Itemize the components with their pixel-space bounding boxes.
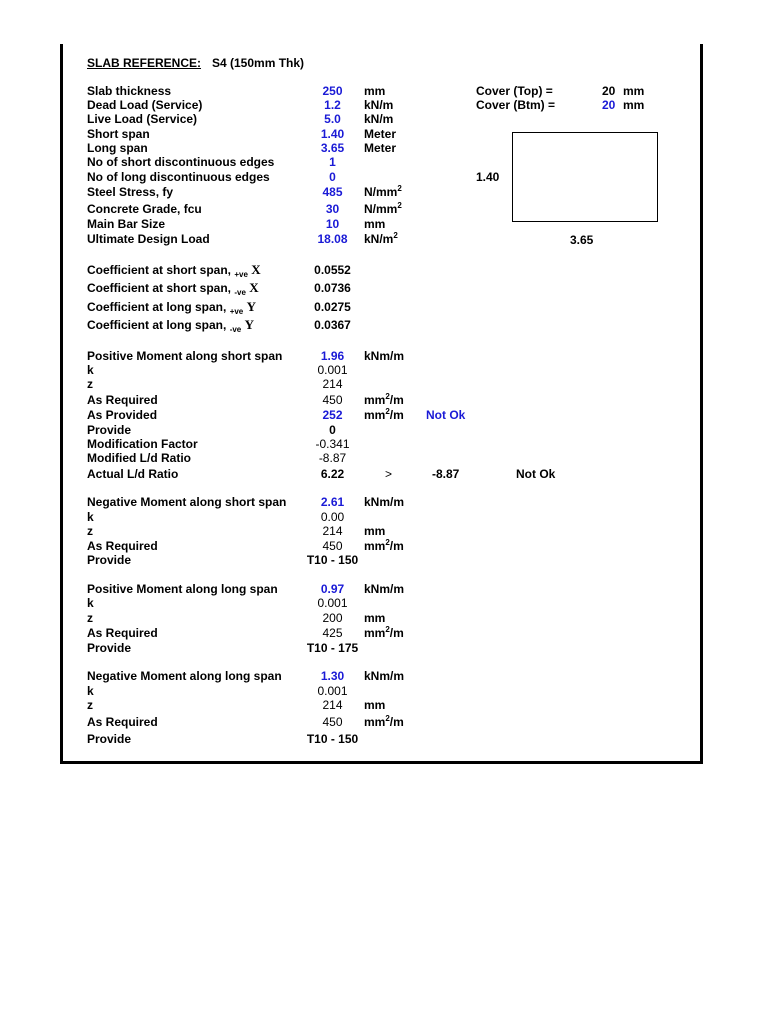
moment-unit: kNm/m	[364, 495, 405, 509]
input-label: Steel Stress, fy	[87, 185, 174, 199]
input-unit: kN/m	[364, 112, 394, 126]
input-label: Short span	[87, 127, 150, 141]
input-label: Dead Load (Service)	[87, 98, 203, 112]
provide-label: Provide	[87, 423, 132, 437]
as-required-value: 425	[322, 626, 343, 640]
cover-btm-unit: mm	[623, 98, 645, 112]
section-title: Negative Moment along long span	[87, 669, 282, 683]
input-label: Long span	[87, 141, 148, 155]
moment-value: 0.97	[320, 582, 345, 596]
input-value: 10	[325, 217, 340, 231]
as-required-value: 450	[322, 539, 343, 553]
section-title: Positive Moment along long span	[87, 582, 278, 596]
as-provided-status: Not Ok	[426, 408, 466, 422]
ld-compare-sign: >	[385, 467, 393, 481]
as-required-label: As Required	[87, 393, 158, 407]
input-value: 485	[322, 185, 343, 199]
input-value: 1	[329, 155, 336, 169]
k-label: k	[87, 596, 94, 610]
as-required-unit: $mm^2/m$	[364, 714, 404, 729]
cover-btm-value: 20	[602, 98, 616, 112]
input-value: 18.08	[317, 232, 348, 246]
cover-btm-label: Cover (Btm) =	[476, 98, 556, 112]
moment-value: 2.61	[320, 495, 345, 509]
diagram-short-span: 1.40	[476, 170, 500, 184]
coefficient-value: 0.0552	[314, 263, 351, 277]
input-unit: Meter	[364, 141, 397, 155]
provide-value: T10 - 175	[306, 641, 359, 655]
actual-ld-ratio-label: Actual L/d Ratio	[87, 467, 179, 481]
k-label: k	[87, 363, 94, 377]
input-label: Live Load (Service)	[87, 112, 198, 126]
coefficient-label: Coefficient at short span, $_{+ve}$ X	[87, 262, 261, 279]
input-value: 3.65	[320, 141, 345, 155]
input-label: Slab thickness	[87, 84, 172, 98]
k-label: k	[87, 510, 94, 524]
input-unit: $N/mm^2$	[364, 201, 402, 216]
moment-value: 1.30	[320, 669, 345, 683]
moment-unit: kNm/m	[364, 582, 405, 596]
modification-factor-value: -0.341	[315, 437, 350, 451]
as-required-unit: $mm^2/m$	[364, 625, 404, 640]
cover-top-unit: mm	[623, 84, 645, 98]
z-label: z	[87, 611, 93, 625]
input-unit: $N/mm^2$	[364, 184, 402, 199]
k-label: k	[87, 684, 94, 698]
provide-label: Provide	[87, 641, 132, 655]
section-title: Positive Moment along short span	[87, 349, 283, 363]
z-label: z	[87, 698, 93, 712]
moment-unit: kNm/m	[364, 669, 405, 683]
cover-top-label: Cover (Top) =	[476, 84, 553, 98]
provide-label: Provide	[87, 553, 132, 567]
z-value: 200	[322, 611, 343, 625]
z-value: 214	[322, 524, 343, 538]
z-unit: mm	[364, 698, 386, 712]
input-value: 1.40	[320, 127, 345, 141]
modified-ld-ratio-label: Modified L/d Ratio	[87, 451, 191, 465]
coefficient-value: 0.0275	[314, 300, 351, 314]
as-provided-label: As Provided	[87, 408, 158, 422]
input-unit: mm	[364, 217, 386, 231]
coefficient-value: 0.0367	[314, 318, 351, 332]
section-title: Negative Moment along short span	[87, 495, 287, 509]
slab-reference-label: SLAB REFERENCE:	[87, 56, 202, 70]
z-unit: mm	[364, 611, 386, 625]
coefficient-value: 0.0736	[314, 281, 351, 295]
moment-unit: kNm/m	[364, 349, 405, 363]
cover-top-value: 20	[602, 84, 616, 98]
z-label: z	[87, 524, 93, 538]
input-value: 250	[322, 84, 343, 98]
input-label: No of long discontinuous edges	[87, 170, 270, 184]
coefficient-label: Coefficient at long span, $_{+ve}$ Y	[87, 299, 256, 316]
input-value: 1.2	[324, 98, 341, 112]
as-required-value: 450	[322, 715, 343, 729]
k-value: 0.00	[320, 510, 345, 524]
input-label: Main Bar Size	[87, 217, 166, 231]
provide-value: 0	[329, 423, 336, 437]
as-required-unit: $mm^2/m$	[364, 538, 404, 553]
as-required-value: 450	[322, 393, 343, 407]
z-value: 214	[322, 377, 343, 391]
z-value: 214	[322, 698, 343, 712]
diagram-long-span: 3.65	[570, 233, 594, 247]
k-value: 0.001	[317, 596, 348, 610]
actual-ld-ratio-value: 6.22	[320, 467, 345, 481]
as-required-label: As Required	[87, 539, 158, 553]
z-label: z	[87, 377, 93, 391]
input-value: 5.0	[324, 112, 341, 126]
input-unit: mm	[364, 84, 386, 98]
as-required-unit: $mm^2/m$	[364, 392, 404, 407]
modification-factor-label: Modification Factor	[87, 437, 198, 451]
ld-compare-value: -8.87	[432, 467, 460, 481]
input-label: Ultimate Design Load	[87, 232, 210, 246]
slab-panel-diagram	[512, 132, 658, 222]
input-unit: kN/m	[364, 98, 394, 112]
as-provided-value: 252	[322, 408, 343, 422]
as-provided-unit: $mm^2/m$	[364, 407, 404, 422]
provide-value: T10 - 150	[306, 553, 359, 567]
modified-ld-ratio-value: -8.87	[318, 451, 347, 465]
provide-label: Provide	[87, 732, 132, 746]
input-unit: $kN/m^2$	[364, 231, 398, 246]
as-required-label: As Required	[87, 626, 158, 640]
k-value: 0.001	[317, 684, 348, 698]
coefficient-label: Coefficient at short span, $_{-ve}$ X	[87, 280, 259, 297]
provide-value: T10 - 150	[306, 732, 359, 746]
input-label: Concrete Grade, fcu	[87, 202, 202, 216]
k-value: 0.001	[317, 363, 348, 377]
slab-reference-value: S4 (150mm Thk)	[212, 56, 305, 70]
as-required-label: As Required	[87, 715, 158, 729]
coefficient-label: Coefficient at long span, $_{-ve}$ Y	[87, 317, 254, 334]
z-unit: mm	[364, 524, 386, 538]
input-unit: Meter	[364, 127, 397, 141]
input-value: 0	[329, 170, 336, 184]
input-label: No of short discontinuous edges	[87, 155, 275, 169]
ld-status: Not Ok	[516, 467, 556, 481]
input-value: 30	[325, 202, 340, 216]
moment-value: 1.96	[320, 349, 345, 363]
